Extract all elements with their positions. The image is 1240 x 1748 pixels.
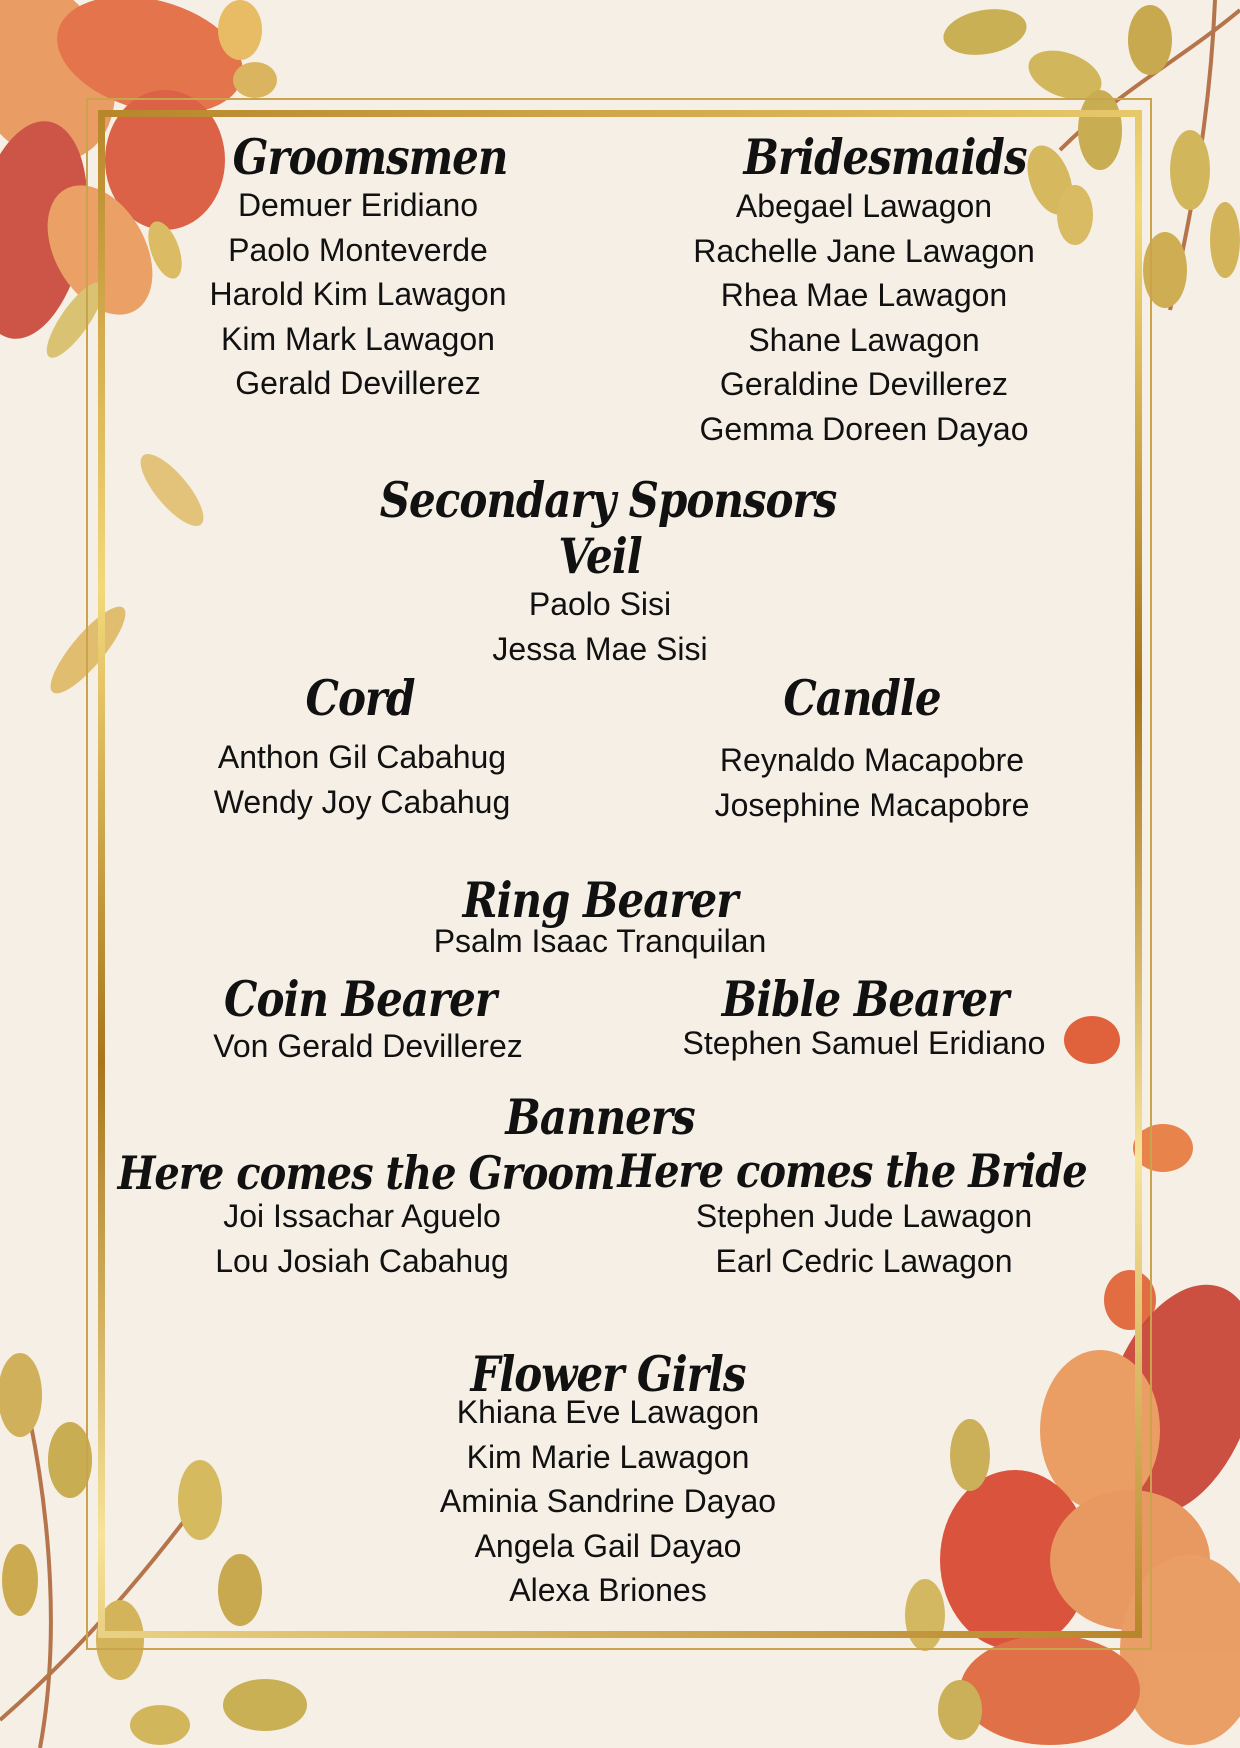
list-item: Lou Josiah Cabahug [215, 1242, 509, 1279]
groom-banner-list [215, 1194, 509, 1283]
list-item: Abegael Lawagon [735, 188, 993, 224]
list-item: Josephine Macapobre [714, 786, 1030, 823]
banners-heading: Banners [505, 1089, 695, 1146]
list-item: Harold Kim Lawagon [209, 276, 507, 312]
secondary-sponsors-heading: Secondary Sponsors [379, 472, 837, 529]
list-item: Shane Lawagon [748, 321, 980, 358]
candle-list [715, 738, 1030, 827]
cord-heading: Cord [305, 670, 415, 727]
bible-bearer-heading: Bible Bearer [721, 971, 1009, 1028]
list-item: Wendy Joy Cabahug [213, 783, 511, 820]
list-item: Stephen Samuel Eridiano [682, 1025, 1046, 1061]
list-item: Angela Gail Dayao [474, 1527, 742, 1564]
list-item: Geraldine Devillerez [719, 366, 1009, 402]
list-item: Paolo Monteverde [228, 231, 488, 268]
bridesmaids-list [693, 184, 1035, 451]
list-item: Von Gerald Devillerez [213, 1028, 523, 1064]
coin-bearer-heading: Coin Bearer [224, 971, 496, 1028]
flower-girls-heading: Flower Girls [470, 1346, 746, 1403]
ring-bearer-heading: Ring Bearer [462, 872, 738, 929]
list-item: Psalm Isaac Tranquilan [433, 923, 767, 959]
list-item: Khiana Eve Lawagon [456, 1394, 760, 1430]
list-item: Joi Issachar Aguelo [223, 1198, 501, 1234]
list-item: Stephen Jude Lawagon [695, 1198, 1033, 1234]
cord-list [214, 735, 510, 824]
candle-heading: Candle [783, 670, 941, 727]
list-item: Rachelle Jane Lawagon [693, 232, 1035, 269]
bride-banner-list [696, 1194, 1032, 1283]
list-item: Kim Marie Lawagon [466, 1438, 750, 1475]
bride-banner-heading: Here comes the Bride [617, 1144, 1087, 1199]
list-item: Anthon Gil Cabahug [217, 739, 507, 775]
groom-banner-heading: Here comes the Groom [117, 1146, 615, 1201]
list-item: Paolo Sisi [528, 586, 672, 622]
list-item: Alexa Briones [509, 1572, 707, 1608]
groomsmen-list [209, 183, 506, 406]
list-item: Jessa Mae Sisi [492, 630, 708, 667]
list-item: Kim Mark Lawagon [221, 320, 495, 357]
bridesmaids-heading: Bridesmaids [743, 129, 1027, 186]
list-item: Demuer Eridiano [237, 187, 479, 223]
groomsmen-heading: Groomsmen [232, 129, 508, 186]
veil-heading: Veil [558, 528, 642, 585]
bible-bearer-list [683, 1021, 1046, 1066]
list-item: Rhea Mae Lawagon [720, 277, 1008, 313]
list-item: Gerald Devillerez [235, 365, 481, 401]
veil-list [492, 582, 707, 671]
ring-bearer-list [434, 919, 767, 964]
list-item: Aminia Sandrine Dayao [439, 1483, 777, 1519]
list-item: Gemma Doreen Dayao [699, 410, 1029, 447]
coin-bearer-list [213, 1024, 522, 1069]
list-item: Reynaldo Macapobre [719, 742, 1025, 778]
list-item: Earl Cedric Lawagon [715, 1242, 1013, 1279]
flower-girls-list [440, 1390, 776, 1613]
